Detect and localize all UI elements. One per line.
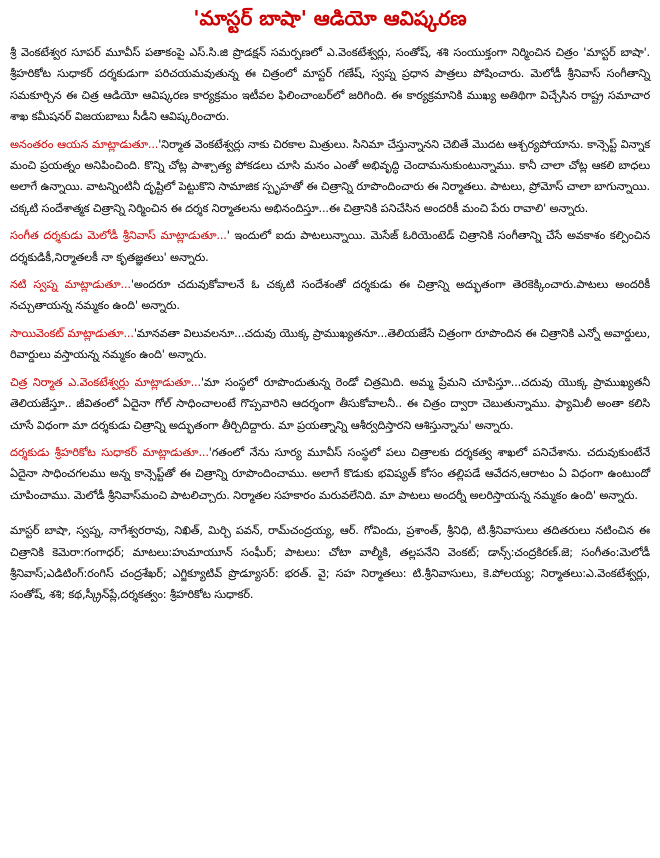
quote-lead: చిత్ర నిర్మాత ఎ.వెంకటేశ్వర్లు మాట్లాడుతూ... bbox=[10, 375, 201, 389]
quote-text: 'నిర్మాత వెంకటేశ్వర్లు నాకు చిరకాల మిత్రులు. సినిమా చేస్తున్నానని చెబితే మొదట ఆశ్చర్యపోయాను. కాన్సెప్ట్ విన్నాక మంచి ప్రయత్నం అనిపించింది. కొన్ని చోట్ల పాశ్చాత్య పోకడలు చూసి మనం ఎంతో అభివృద్ధి చెందామనుకుంటున్నాము. కానీ చాలా చోట్ల ఆకలి బాధలు అలాగే ఉన్నాయి. వాటన్నింటినీ దృష్టిలో పెట్టుకొని సామాజిక స్పృహతో ఈ చిత్రాన్ని రూపొందించారు ఈ నిర్మాతలు. పాటలు, ప్రోమోస్ చాలా బాగున్నాయి. చక్కటి సందేశాత్మక చిత్రాన్ని నిర్మించిన ఈ దర్శక నిర్మాతలను అభినందిస్తూ...ఈ చిత్రానికి పనిచేసిన అందరికీ మంచి పేరు రావాలి' అన్నారు. bbox=[10, 137, 650, 215]
quote-text: 'గతంలో నేను సూర్య మూవీస్ సంస్థలో పలు చిత్రాలకు దర్శకత్వ శాఖలో పనిచేశాను. చదువుకుంటేనే ఏదైనా సాధించగలము అన్న కాన్సెప్ట్‌తో ఈ చిత్రాన్ని రూపొందించాము. అలాగే కొడుకు భవిష్యత్ కోసం తల్లిపడే ఆవేదన,ఆరాటం ఏ విధంగా ఉంటుందో చూపించాము. మెలోడీ శ్రీనివాస్‌మంచి పాటలిచ్చారు. నిర్మాతల సహకారం మరువలేనిది. మా పాటలు అందర్నీ అలరిస్తాయన్న నమ్మకం ఉంది' అన్నారు. bbox=[10, 445, 650, 502]
quote-text: 'అందరూ చదువుకోవాలనే ఓ చక్కటి సందేశంతో దర్శకుడు ఈ చిత్రాన్ని అద్భుతంగా తెరకెక్కించారు.పాటలు అందరికీ నచ్చుతాయన్న నమ్మకం ఉంది' అన్నారు. bbox=[10, 278, 650, 313]
article bbox=[10, 0, 650, 606]
quote-lead: సాయివెంకట్ మాట్లాడుతూ... bbox=[10, 326, 134, 340]
quote-lead: నటి స్వప్న మాట్లాడుతూ... bbox=[10, 278, 131, 292]
quote-paragraph bbox=[10, 442, 650, 506]
quote-text: 'మా సంస్థలో రూపొందుతున్న రెండో చిత్రమిది. అమ్మ ప్రేమని చూపిస్తూ...చదువు యొక్క ప్రాముఖ్యతనీ తెలియజేస్తూ.. జీవితంలో ఏదైనా గోల్ సాధించాలంటే గొప్పవారిని ఆదర్శంగా తీసుకోవాలనీ.. ఈ చిత్రం ద్వారా చెబుతున్నాము. ఫ్యామిలీ అంతా కలిసి చూసే విధంగా మా దర్శకుడు చిత్రాన్ని అద్భుతంగా తీర్చిదిద్దారు. మా ప్రయత్నాన్ని ఆశీర్వదిస్తారని ఆశిస్తున్నాను' అన్నారు. bbox=[10, 375, 650, 432]
quote-paragraph bbox=[10, 225, 650, 268]
quote-lead: అనంతరం ఆయన మాట్లాడుతూ... bbox=[10, 137, 159, 151]
quote-lead: సంగీత దర్శకుడు మెలోడీ శ్రీనివాస్ మాట్లాడుతూ... bbox=[10, 229, 227, 243]
quote-paragraph bbox=[10, 274, 650, 317]
quote-text: 'మానవతా విలువలనూ...చదువు యొక్క ప్రాముఖ్యతనూ...తెలియజేసే చిత్రంగా రూపొందిన ఈ చిత్రానికి ఎన్నో అవార్డులు, రివార్డులు వస్తాయన్న నమ్మకం ఉంది' అన్నారు. bbox=[10, 326, 651, 362]
intro-paragraph: శ్రీ వెంకటేశ్వర సూపర్ మూవీస్ పతాకంపై ఎస్.సి.జి ప్రొడక్షన్ సమర్పణలో ఎ.వెంకటేశ్వర్లు, సంతోష్, శశి సంయుక్తంగా నిర్మించిన చిత్రం 'మాస్టర్ బాషా'. శ్రీహరికోట సుధాకర్ దర్శకుడుగా పరిచయమవుతున్న ఈ చిత్రంలో మాస్టర్ గణేష్, స్వప్న ప్రధాన పాత్రలు పోషించారు. మెలోడీ శ్రీనివాస్ సంగీతాన్ని సమకూర్చిన ఈ చిత్ర ఆడియో ఆవిష్కరణ కార్యక్రమం ఇటీవల ఫిలించాంబర్‌లో జరిగింది. ఈ కార్యక్రమానికి ముఖ్య అతిథిగా విచ్చేసిన రాష్ట్ర సమాచార శాఖ కమీషనర్ విజయబాబు సీడీని ఆవిష్కరించారు. bbox=[10, 46, 650, 124]
quote-paragraph bbox=[10, 323, 650, 366]
page-title: 'మాస్టర్ బాషా' ఆడియో ఆవిష్కరణ bbox=[193, 6, 467, 30]
quote-paragraph bbox=[10, 372, 650, 436]
quote-paragraph bbox=[10, 134, 650, 220]
quote-lead: దర్శకుడు శ్రీహరికోట సుధాకర్ మాట్లాడుతూ... bbox=[10, 445, 209, 459]
credits-paragraph: మాస్టర్ బాషా, స్వప్న, నాగేశ్వరరావు, నిఖిత్, మిర్చి పవన్, రామ్‌చంద్రయ్య, ఆర్. గోవిందు, ప్రశాంత్, శ్రీనిధి, టి.శ్రీనివాసులు తదితరులు నటించిన ఈ చిత్రానికి కెమెరా:గంగాధర్; మాటలు:హుమాయూన్ సంఘీర్; పాటలు: చోటా వాల్మీకి, తల్లపనేని వెంకట్; డాన్స్:చంద్రకిరణ్.జె; సంగీతం:మెలోడీ శ్రీనివాస్;ఎడిటింగ్:రంగిస్ చంద్రశేఖర్; ఎగ్జిక్యూటివ్ ప్రొడ్యూసర్: భరత్. వై; సహ నిర్మాతలు: టి.శ్రీనివాసులు, కె.పోలయ్య; నిర్మాతలు:ఎ.వెంకటేశ్వర్లు, సంతోష్, శశి; కథ,స్క్రీన్‌ప్లే,దర్శకత్వం: శ్రీహరికోట సుధాకర్. bbox=[10, 524, 650, 602]
quote-text: ' ఇందులో ఐదు పాటలున్నాయి. మెసేజ్ ఓరియెంటెడ్ చిత్రానికి సంగీతాన్ని చేసే అవకాశం కల్పించిన దర్శకుడికీ,నిర్మాతలకీ నా కృతజ్ఞతలు' అన్నారు. bbox=[10, 229, 650, 264]
